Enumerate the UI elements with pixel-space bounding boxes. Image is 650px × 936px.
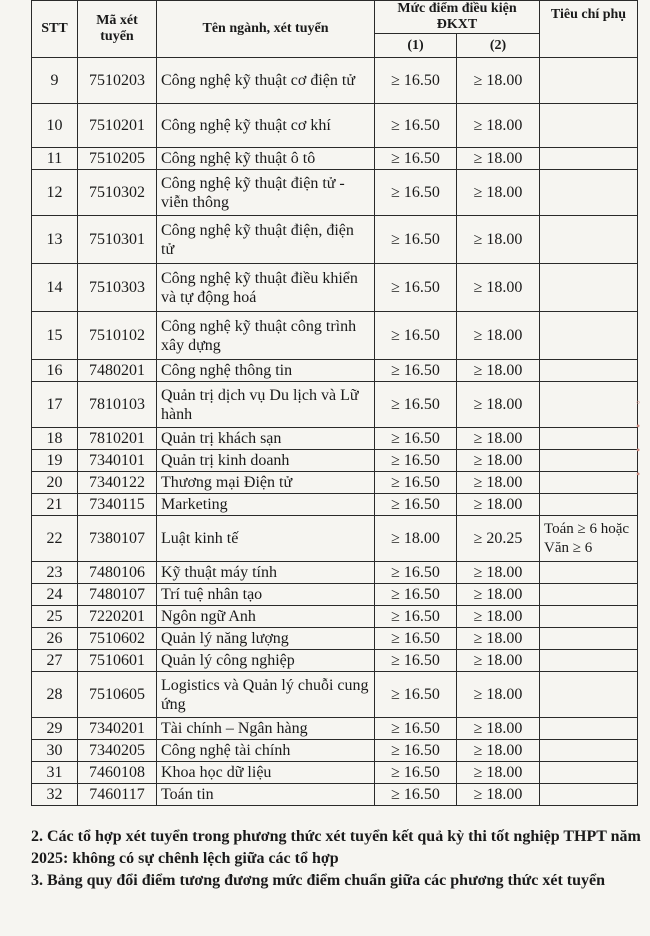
row-name: Thương mại Điện tử [157,472,375,494]
row-stt: 26 [32,628,78,650]
row-name: Công nghệ kỹ thuật cơ điện tử [157,58,375,104]
row-code: 7510102 [78,312,157,360]
row-score-1: ≥ 16.50 [375,104,457,148]
header-code: Mã xét tuyển [78,1,157,58]
row-score-1: ≥ 16.50 [375,718,457,740]
row-name: Quản trị khách sạn [157,428,375,450]
row-name: Công nghệ thông tin [157,360,375,382]
row-extra [540,148,638,170]
row-score-2: ≥ 18.00 [457,450,540,472]
row-stt: 14 [32,264,78,312]
row-extra [540,584,638,606]
row-score-2: ≥ 18.00 [457,58,540,104]
row-score-2: ≥ 18.00 [457,170,540,216]
row-extra [540,472,638,494]
table-row [32,672,638,718]
row-extra [540,382,638,428]
header-condition: Mức điểm điều kiện ĐKXT [375,1,540,34]
row-extra: Toán ≥ 6 hoặc Văn ≥ 6 [540,516,638,562]
row-score-2: ≥ 18.00 [457,216,540,264]
row-score-2: ≥ 18.00 [457,428,540,450]
row-code: 7810201 [78,428,157,450]
header-stt: STT [32,1,78,58]
header-name: Tên ngành, xét tuyển [157,1,375,58]
table-row [32,494,638,516]
row-stt: 15 [32,312,78,360]
row-name: Khoa học dữ liệu [157,762,375,784]
table-row [32,104,638,148]
stamp-mark: ◦ • • • [636,395,641,481]
row-score-1: ≥ 16.50 [375,428,457,450]
row-name: Tài chính – Ngân hàng [157,718,375,740]
row-stt: 32 [32,784,78,806]
row-score-1: ≥ 16.50 [375,784,457,806]
table-row [32,170,638,216]
row-code: 7380107 [78,516,157,562]
row-extra [540,562,638,584]
row-score-2: ≥ 20.25 [457,516,540,562]
table-row [32,606,638,628]
row-code: 7460108 [78,762,157,784]
row-name: Marketing [157,494,375,516]
row-stt: 17 [32,382,78,428]
table-row [32,718,638,740]
row-stt: 10 [32,104,78,148]
row-code: 7340201 [78,718,157,740]
row-extra [540,216,638,264]
row-stt: 27 [32,650,78,672]
row-code: 7510602 [78,628,157,650]
row-stt: 11 [32,148,78,170]
row-extra [540,672,638,718]
row-name: Quản lý năng lượng [157,628,375,650]
row-extra [540,104,638,148]
table-row [32,450,638,472]
row-score-2: ≥ 18.00 [457,762,540,784]
row-code: 7510601 [78,650,157,672]
row-code: 7480201 [78,360,157,382]
row-score-1: ≥ 16.50 [375,382,457,428]
row-extra [540,650,638,672]
row-score-1: ≥ 16.50 [375,584,457,606]
header-extra: Tiêu chí phụ [540,1,638,58]
table-body [32,58,638,806]
row-extra [540,360,638,382]
row-score-1: ≥ 16.50 [375,216,457,264]
row-name: Ngôn ngữ Anh [157,606,375,628]
row-score-2: ≥ 18.00 [457,628,540,650]
row-code: 7810103 [78,382,157,428]
row-score-2: ≥ 18.00 [457,718,540,740]
row-score-2: ≥ 18.00 [457,606,540,628]
row-extra [540,718,638,740]
row-extra [540,628,638,650]
row-score-1: ≥ 16.50 [375,650,457,672]
table-row [32,516,638,562]
row-code: 7220201 [78,606,157,628]
row-score-1: ≥ 16.50 [375,606,457,628]
row-score-1: ≥ 16.50 [375,148,457,170]
table-row [32,216,638,264]
row-code: 7340115 [78,494,157,516]
row-extra [540,312,638,360]
table-row [32,264,638,312]
row-name: Công nghệ kỹ thuật cơ khí [157,104,375,148]
row-score-2: ≥ 18.00 [457,382,540,428]
row-name: Công nghệ kỹ thuật điện, điện tử [157,216,375,264]
row-code: 7510301 [78,216,157,264]
row-score-1: ≥ 16.50 [375,58,457,104]
row-name: Công nghệ kỹ thuật điều khiển và tự động hoá [157,264,375,312]
row-score-1: ≥ 16.50 [375,494,457,516]
row-stt: 20 [32,472,78,494]
row-score-2: ≥ 18.00 [457,650,540,672]
row-extra [540,740,638,762]
row-name: Toán tin [157,784,375,806]
notes [31,826,646,892]
row-stt: 22 [32,516,78,562]
header-col1: (1) [375,34,457,58]
row-score-2: ≥ 18.00 [457,584,540,606]
row-name: Logistics và Quản lý chuỗi cung ứng [157,672,375,718]
row-extra [540,170,638,216]
row-code: 7510605 [78,672,157,718]
row-name: Trí tuệ nhân tạo [157,584,375,606]
row-score-2: ≥ 18.00 [457,740,540,762]
row-name: Luật kinh tế [157,516,375,562]
row-score-1: ≥ 16.50 [375,360,457,382]
table-row [32,472,638,494]
table-row [32,382,638,428]
row-code: 7460117 [78,784,157,806]
row-extra [540,264,638,312]
row-code: 7340122 [78,472,157,494]
row-stt: 16 [32,360,78,382]
row-score-1: ≥ 16.50 [375,170,457,216]
table-row [32,148,638,170]
row-extra [540,606,638,628]
row-score-1: ≥ 16.50 [375,450,457,472]
row-code: 7480107 [78,584,157,606]
table-row [32,584,638,606]
row-score-1: ≥ 16.50 [375,562,457,584]
row-score-1: ≥ 16.50 [375,264,457,312]
row-stt: 29 [32,718,78,740]
row-stt: 12 [32,170,78,216]
table-row [32,312,638,360]
row-name: Công nghệ kỹ thuật công trình xây dựng [157,312,375,360]
row-code: 7510302 [78,170,157,216]
table-row [32,784,638,806]
row-score-1: ≥ 16.50 [375,672,457,718]
table-row [32,360,638,382]
row-stt: 30 [32,740,78,762]
row-stt: 21 [32,494,78,516]
row-score-1: ≥ 18.00 [375,516,457,562]
table-row [32,762,638,784]
row-score-2: ≥ 18.00 [457,672,540,718]
row-extra [540,784,638,806]
row-score-2: ≥ 18.00 [457,784,540,806]
row-code: 7510201 [78,104,157,148]
row-stt: 19 [32,450,78,472]
row-code: 7340101 [78,450,157,472]
row-stt: 31 [32,762,78,784]
row-score-1: ≥ 16.50 [375,312,457,360]
row-score-2: ≥ 18.00 [457,104,540,148]
row-score-1: ≥ 16.50 [375,740,457,762]
row-stt: 23 [32,562,78,584]
row-stt: 25 [32,606,78,628]
row-stt: 18 [32,428,78,450]
row-name: Công nghệ kỹ thuật ô tô [157,148,375,170]
row-score-2: ≥ 18.00 [457,264,540,312]
row-stt: 24 [32,584,78,606]
row-score-1: ≥ 16.50 [375,628,457,650]
row-name: Quản trị dịch vụ Du lịch và Lữ hành [157,382,375,428]
row-code: 7510303 [78,264,157,312]
row-extra [540,58,638,104]
row-extra [540,494,638,516]
row-code: 7510205 [78,148,157,170]
row-code: 7510203 [78,58,157,104]
row-score-2: ≥ 18.00 [457,312,540,360]
row-stt: 13 [32,216,78,264]
row-name: Công nghệ tài chính [157,740,375,762]
row-score-2: ≥ 18.00 [457,148,540,170]
row-name: Quản lý công nghiệp [157,650,375,672]
row-code: 7480106 [78,562,157,584]
table-row [32,562,638,584]
row-extra [540,450,638,472]
row-score-2: ≥ 18.00 [457,562,540,584]
row-name: Công nghệ kỹ thuật điện tử - viễn thông [157,170,375,216]
row-stt: 28 [32,672,78,718]
table-row [32,650,638,672]
row-name: Quản trị kinh doanh [157,450,375,472]
row-stt: 9 [32,58,78,104]
note-2: 2. Các tổ hợp xét tuyển trong phương thức xét tuyển kết quả kỳ thi tốt nghiệp THPT năm 2025: không có sự chênh lệch giữa các tổ hợp [31,828,641,867]
row-score-2: ≥ 18.00 [457,360,540,382]
table-row [32,58,638,104]
row-code: 7340205 [78,740,157,762]
row-extra [540,762,638,784]
note-3: 3. Bảng quy đổi điểm tương đương mức điểm chuẩn giữa các phương thức xét tuyển [31,872,606,889]
row-name: Kỹ thuật máy tính [157,562,375,584]
row-score-1: ≥ 16.50 [375,762,457,784]
row-score-2: ≥ 18.00 [457,472,540,494]
header-col2: (2) [457,34,540,58]
row-score-2: ≥ 18.00 [457,494,540,516]
table-row [32,740,638,762]
table-row [32,428,638,450]
row-score-1: ≥ 16.50 [375,472,457,494]
admissions-table [31,0,638,806]
table-row [32,628,638,650]
row-extra [540,428,638,450]
